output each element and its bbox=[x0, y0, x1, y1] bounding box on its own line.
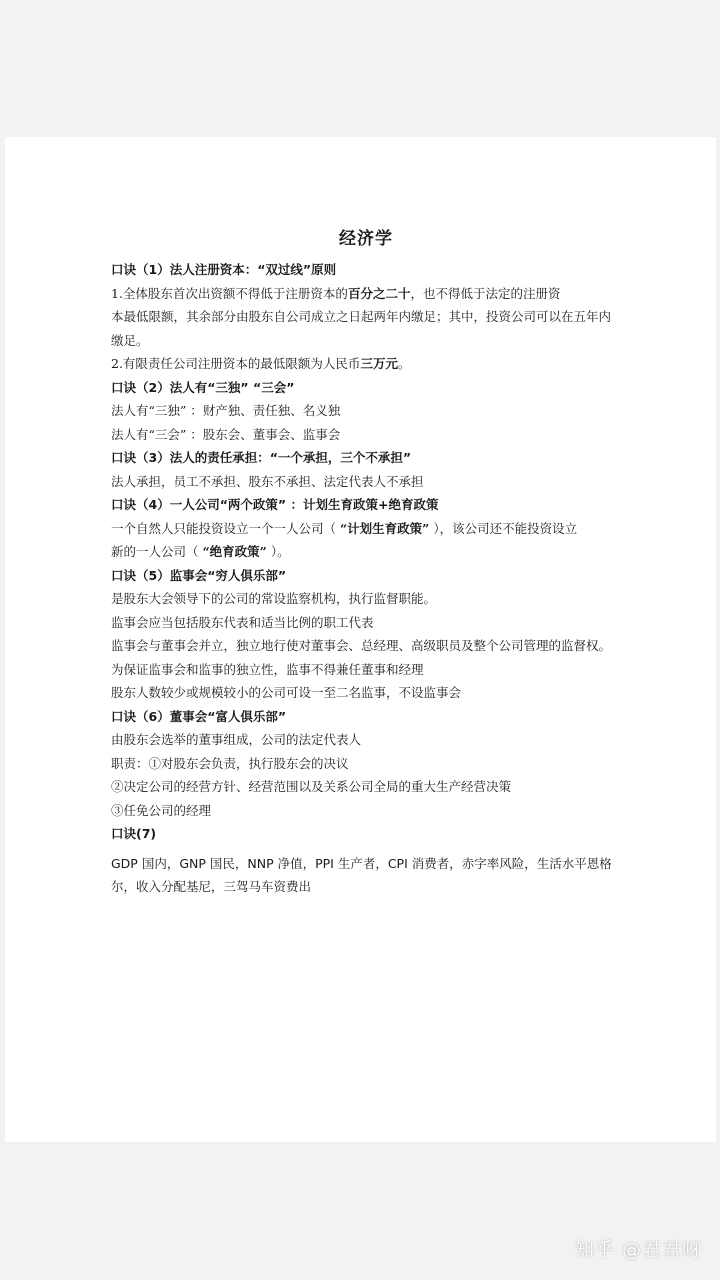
section-3-line-1: 法人承担，员工不承担、股东不承担、法定代表人不承担 bbox=[111, 473, 424, 489]
watermark-text: 知乎 @君君呀 bbox=[574, 1239, 702, 1261]
document-title: 经济学 bbox=[339, 229, 393, 249]
section-6-line-3: ②决定公司的经营方针、经营范围以及关系公司全局的重大生产经营决策 bbox=[111, 779, 512, 794]
section-6-line-2: 职责：①对股东会负责，执行股东会的决议 bbox=[111, 755, 349, 771]
section-1-paragraph-2 bbox=[111, 352, 621, 376]
section-5-line-4: 为保证监事会和监事的独立性，监事不得兼任董事和经理 bbox=[111, 661, 424, 677]
section-2-line-2: 法人有“三会” ：股东会、董事会、监事会 bbox=[111, 426, 341, 442]
section-3-heading: 口诀（3）法人的责任承担：“一个承担，三个不承担” bbox=[111, 450, 412, 465]
emphasis-text: “绝育政策” bbox=[202, 544, 267, 559]
section-5-heading: 口诀（5）监事会“穷人俱乐部” bbox=[111, 567, 287, 583]
text-run: 。 bbox=[397, 356, 411, 371]
section-2-heading: 口诀（2）法人有“三独” “三会” bbox=[111, 379, 295, 395]
section-1-heading: 口诀（1）法人注册资本：“双过线”原则 bbox=[111, 262, 337, 277]
text-run: 新的一人公司（ bbox=[111, 544, 203, 559]
section-6-line-4: ③任免公司的经理 bbox=[111, 802, 212, 818]
text-run: ）。 bbox=[266, 544, 290, 559]
section-5-line-2: 监事会应当包括股东代表和适当比例的职工代表 bbox=[111, 614, 374, 630]
document-page bbox=[5, 137, 716, 1142]
section-1-paragraph-1-line-2: 本最低限额，其余部分由股东自公司成立之日起两年内缴足；其中，投资公司可以在五年内 bbox=[111, 309, 612, 324]
document-content bbox=[111, 226, 621, 899]
section-4-heading: 口诀（4）一人公司“两个政策” ：计划生育政策+绝育政策 bbox=[111, 497, 439, 512]
section-4-line-2 bbox=[111, 540, 621, 564]
section-5-line-3: 监事会与董事会并立，独立地行使对董事会、总经理、高级职员及整个公司管理的监督权。 bbox=[111, 638, 612, 653]
text-run: 2.有限责任公司注册资本的最低限额为人民币 bbox=[111, 356, 361, 371]
section-7-heading: 口诀(7) bbox=[111, 826, 157, 841]
section-7-line-2: 尔，收入分配基尼，三驾马车资费出 bbox=[111, 879, 312, 894]
section-5-line-5: 股东人数较少或规模较小的公司可设一至二名监事，不设监事会 bbox=[111, 685, 462, 700]
emphasis-text: “计划生育政策” bbox=[339, 520, 430, 536]
emphasis-text: 三万元 bbox=[360, 356, 398, 371]
text-run: ，也不得低于法定的注册资 bbox=[410, 285, 561, 301]
section-2-line-1: 法人有“三独” ：财产独、责任独、名义独 bbox=[111, 403, 341, 418]
section-6-line-1: 由股东会选举的董事组成，公司的法定代表人 bbox=[111, 732, 362, 747]
section-7-line-1: GDP 国内，GNP 国民，NNP 净值，PPI 生产者，CPI 消费者，赤字率风险，生活水平恩格 bbox=[111, 855, 612, 871]
section-6-heading: 口诀（6）董事会“富人俱乐部” bbox=[111, 708, 287, 724]
section-4-line-1 bbox=[111, 517, 621, 541]
section-1-paragraph-1-line-3: 缴足。 bbox=[111, 332, 149, 348]
text-run: ），该公司还不能投资设立 bbox=[429, 520, 578, 536]
section-5-line-1: 是股东大会领导下的公司的常设监察机构，执行监督职能。 bbox=[111, 591, 437, 606]
emphasis-text: 百分之二十 bbox=[347, 285, 411, 301]
text-run: 1.全体股东首次出资额不得低于注册资本的 bbox=[111, 285, 348, 301]
section-1-paragraph-1 bbox=[111, 282, 621, 306]
text-run: 一个自然人只能投资设立一个一人公司（ bbox=[111, 520, 340, 536]
